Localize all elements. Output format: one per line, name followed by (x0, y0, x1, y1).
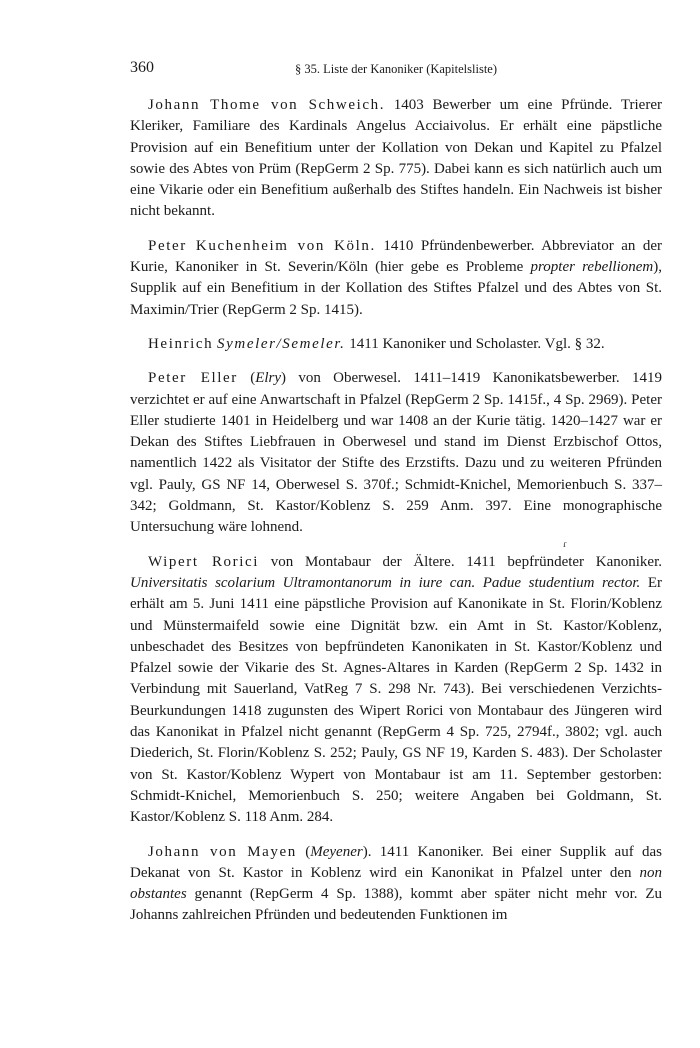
entry-heinrich-symeler (130, 334, 662, 355)
entry-text: von Montabaur der Ältere. 1411 bepfründeter Kanoniker. (259, 553, 662, 570)
entry-text: ) von Oberwesel. 1411–1419 Kanonikatsbewerber. 1419 verzichtet er auf eine Anwartschaft in Pfalzel (RepGerm 2 Sp. 1415f., 4 Sp. 2969). Peter Eller studierte 1401 in Heidelberg und war 1408 an der Kurie tätig. 1420–1427 war er Dekan des Stiftes Liebfrauen in Oberwesel und stand im Dienst Erzbischof Ottos, namentlich 1422 als Visitator der Stifte des Erzstifts. Dazu und zu weiteren Pfründen vgl. Pauly, GS NF 14, Oberwesel S. 370f.; Schmidt-Knichel, Memorienbuch S. 337–342; Goldmann, St. Kastor/Koblenz S. 259 Anm. 397. Eine monographische Untersuchung wäre lohnend. (130, 370, 662, 536)
entry-text: genannt (RepGerm 4 Sp. 1388), kommt aber später nicht mehr vor. Zu Johanns zahlreichen Pfründen und bedeutenden Funktionen im (130, 886, 662, 924)
entry-name: Johann Thome von Schweich. (148, 97, 386, 113)
entry-italic: Universitatis scolarium Ultramontanorum in iure can. Padue studentium rector. (130, 574, 641, 591)
entry-text: Er erhält am 5. Juni 1411 eine päpstliche Provision auf Kanonikate in St. Florin/Koblenz und Münstermaifeld sowie eine Dignität bzw. ein Amt in St. Kastor/Koblenz, unbeschadet des Besitzes von bepfründeten Kanonikaten in St. Kastor/Koblenz und Pfalzel sowie der Vikarie des St. Agnes-Altares in Karden (RepGerm 2 Sp. 1432 in Verbindung mit Sauerland, VatReg 7 S. 298 Nr. 743). Bei verschiedenen Verzichts-Beurkundungen 1418 zugunsten des Wipert Rorici von Montabaur des Jüngeren wird das Kanonikat in Pfalzel nicht genannt (RepGerm 4 Sp. 725, 2794f., 3802; vgl. auch Diederich, St. Florin/Koblenz S. 252; Pauly, GS NF 19, Karden S. 483). Der Scholaster von St. Kastor/Koblenz Wypert von Montabaur ist am 11. September gestorben: Schmidt-Knichel, Memorienbuch S. 250; weitere Angaben bei Goldmann, St. Kastor/Koblenz S. 118 Anm. 284. (130, 574, 662, 826)
entry-wipert-rorici (130, 552, 662, 829)
running-head (130, 58, 662, 78)
entry-peter-kuchenheim (130, 236, 662, 321)
entry-text: ), Supplik auf ein Benefitium in der Kollation des Stiftes Pfalzel und des Abtes von St. Maximin/Trier (RepGerm 2 Sp. 1415). (130, 259, 662, 318)
entry-text: ( (237, 370, 256, 387)
entry-text: ( (296, 843, 311, 860)
page-number: 360 (130, 59, 154, 76)
entry-name: Heinrich (148, 335, 214, 352)
stray-mark: ɾ (563, 538, 567, 550)
entry-name: Peter Eller (148, 370, 238, 387)
entry-text: ). 1411 Kanoniker. Bei einer Supplik auf das Dekanat von St. Kastor in Koblenz wird ein Kanonikat in Pfalzel unter den (130, 843, 663, 881)
entry-peter-eller (130, 368, 662, 538)
entry-italic: Meyener (310, 843, 363, 860)
entry-italic: propter rebellionem (530, 259, 654, 276)
entry-italic: non obstantes (130, 864, 662, 903)
running-title: § 35. Liste der Kanoniker (Kapitelsliste) (294, 62, 498, 76)
body-text (130, 95, 662, 927)
entry-johann-von-mayen (130, 842, 662, 927)
entry-johann-thome (130, 95, 662, 223)
entry-italic-name: Symeler/Semeler. (217, 335, 346, 352)
entry-text: 1403 Bewerber um eine Pfründe. Trierer Kleriker, Familiare des Kardinals Angelus Acciaivolus. Er erhält eine päpstliche Provision auf ein Benefitium unter der Kollation von Dekan und Kapitel zu Pfalzel sowie des Abtes von Prüm (RepGerm 2 Sp. 775). Dabei kann es sich natürlich auch um eine Vikarie oder ein Benefitium außerhalb des Stiftes handeln. Ein Nachweis ist bisher nicht bekannt. (130, 97, 662, 220)
entry-text: 1411 Kanoniker und Scholaster. Vgl. § 32. (345, 335, 605, 352)
entry-name: Wipert Rorici (148, 553, 260, 570)
entry-name: Johann von Mayen (148, 843, 297, 860)
entry-name: Peter Kuchenheim von Köln. (148, 237, 376, 254)
entry-text: 1410 Pfründenbewerber. Abbreviator an der Kurie, Kanoniker in St. Severin/Köln (hier gebe es Probleme (130, 237, 663, 276)
entry-italic: Elry (255, 370, 282, 387)
